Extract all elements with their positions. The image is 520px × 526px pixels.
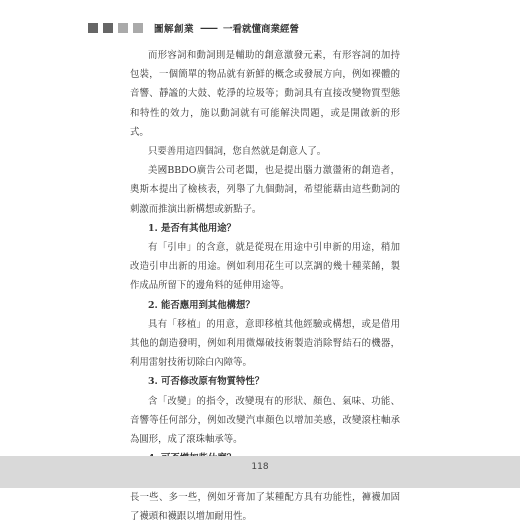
book-subtitle: 一看就懂商業經營	[223, 24, 300, 35]
footer-band	[0, 456, 520, 488]
body-paragraph: 有「引申」的含意，就是從現在用途中引申新的用途，稍加改造引申出新的用途。例如利用花生可以烹調的幾十種菜餚，製作成品所留下的邊角料的延伸用途等。	[130, 242, 400, 292]
body-paragraph: 只要善用這四個詞，您自然就是創意人了。	[148, 146, 327, 158]
body-paragraph: 美國BBDO廣告公司老闆，也是提出腦力激盪術的創造者，奧斯本提出了檢核表，列舉了九個動詞，希望能藉由這些動詞的刺激而推演出新構想或新點子。	[130, 165, 400, 215]
body-paragraph: 含「改變」的指令，改變現有的形狀、顏色、氣味、功能、音響等任何部分，例如改變汽車顏色以增加美感，改變滾柱軸承為圓形，成了滾珠軸承等。	[130, 395, 400, 446]
body-paragraph: 而形容詞和動詞則是輔助的創意激發元素，有形容詞的加持包裝，一個簡單的物品就有新鮮的概念或發展方向，例如裸體的音響、靜謐的大鼓、乾淨的垃圾等；動詞具有直接改變物質型態和特性的效力，施以動詞就有可能解決問題，或是開啟新的形式。	[130, 50, 400, 138]
body-paragraph: 長一些、多一些，例如牙膏加了某種配方具有功能性，褲襪加固了襪頭和襪跟以增加耐用性。	[130, 491, 400, 522]
title-separator: ——	[200, 22, 218, 34]
page-header	[88, 21, 299, 35]
section-heading: 3. 可否修改原有物質特性？	[148, 376, 265, 388]
header-square-icon	[118, 23, 128, 33]
body-paragraph: 具有「移植」的用意，意即移植其他經驗或構想，或是借用其他的創造發明，例如利用微爆破技術製造消除腎結石的機器，利用雷射技術切除白內障等。	[130, 318, 400, 369]
section-heading: 1. 是否有其他用途？	[148, 222, 237, 234]
section-heading: 2. 能否應用到其他構想？	[148, 299, 255, 311]
page-number: 118	[251, 462, 269, 472]
book-title: 圖解創業	[154, 24, 195, 35]
header-square-icon	[103, 23, 113, 33]
header-square-icon	[133, 23, 143, 33]
page-body	[130, 46, 400, 526]
header-square-icon	[88, 23, 98, 33]
